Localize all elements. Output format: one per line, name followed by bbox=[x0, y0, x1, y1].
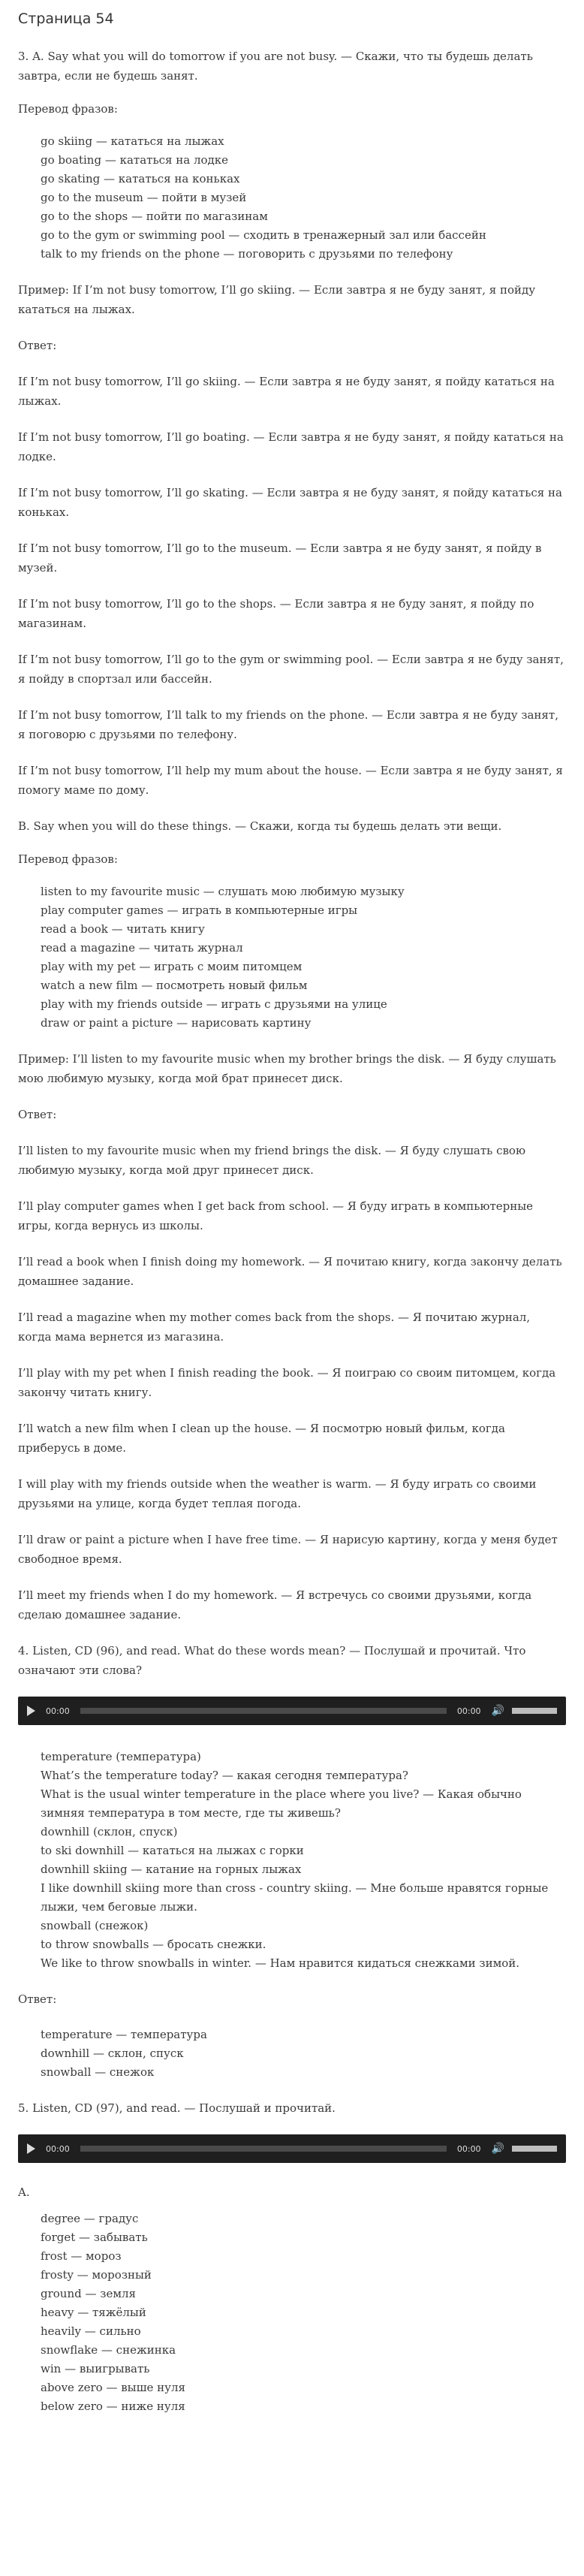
ex3-example: Пример: If I’m not busy tomorrow, I’ll go skiing. — Если завтра я не буду занят, я пойду кататься на лыжах. bbox=[18, 283, 536, 316]
list-item: snowball (снежок) bbox=[41, 1919, 149, 1932]
ex5-task: 5. Listen, CD (97), and read. — Послушай и прочитай. bbox=[18, 2101, 336, 2115]
list-item: temperature (температура) bbox=[41, 1750, 201, 1763]
list-item: What’s the temperature today? — какая сегодня температура? bbox=[41, 1769, 408, 1782]
progress-track[interactable] bbox=[80, 2146, 447, 2152]
list-item: play computer games — играть в компьютерные игры bbox=[41, 903, 358, 917]
volume-icon[interactable]: 🔊 bbox=[491, 2143, 504, 2155]
list-item: go boating — кататься на лодке bbox=[41, 153, 229, 167]
list-item: downhill — склон, спуск bbox=[41, 2047, 184, 2060]
list-item: listen to my favourite music — слушать мою любимую музыку bbox=[41, 885, 405, 898]
answer-item: If I’m not busy tomorrow, I’ll talk to my friends on the phone. — Если завтра я не буду занят, я поговорю с друзьями по телефону. bbox=[18, 708, 558, 741]
ex3-words-label: Перевод фразов: bbox=[18, 102, 118, 116]
ex4-task: 4. Listen, CD (96), and read. What do these words mean? — Послушай и прочитай. Что означают эти слова? bbox=[18, 1644, 526, 1677]
list-item: I like downhill skiing more than cross - country skiing. — Мне больше нравятся горные лыжи, чем беговые лыжи. bbox=[41, 1881, 549, 1914]
list-item: to throw snowballs — бросать снежки. bbox=[41, 1938, 266, 1951]
ex3-answer-b-label: Ответ: bbox=[18, 1108, 57, 1121]
answer-item: I’ll read a magazine when my mother comes back from the shops. — Я почитаю журнал, когда мама вернется из магазина. bbox=[18, 1311, 531, 1344]
list-item: We like to throw snowballs in winter. — Нам нравится кидаться снежками зимой. bbox=[41, 1956, 520, 1970]
audio-player-ex5[interactable] bbox=[18, 2134, 566, 2163]
ex5-section: A. bbox=[18, 2185, 30, 2199]
volume-slider[interactable] bbox=[512, 1708, 557, 1714]
play-icon[interactable] bbox=[27, 1706, 35, 1716]
current-time: 00:00 bbox=[46, 2143, 70, 2154]
audio-player-ex4[interactable] bbox=[18, 1697, 566, 1725]
list-item: win — выигрывать bbox=[41, 2362, 150, 2375]
list-item: play with my friends outside — играть с друзьями на улице bbox=[41, 997, 387, 1011]
ex4-lines bbox=[41, 1748, 566, 1973]
answer-item: I’ll read a book when I finish doing my homework. — Я почитаю книгу, когда закончу делать домашнее задание. bbox=[18, 1255, 562, 1288]
ex3-task-a: 3. A. Say what you will do tomorrow if you are not busy. — Скажи, что ты будешь делать завтра, если не будешь занят. bbox=[18, 50, 533, 83]
list-item: read a magazine — читать журнал bbox=[41, 941, 243, 955]
list-item: talk to my friends on the phone — поговорить с друзьями по телефону bbox=[41, 247, 453, 261]
list-item: snowball — снежок bbox=[41, 2065, 155, 2079]
answer-item: I’ll draw or paint a picture when I have free time. — Я нарисую картину, когда у меня будет свободное время. bbox=[18, 1533, 558, 1566]
list-item: snowflake — снежинка bbox=[41, 2343, 176, 2357]
list-item: go skiing — кататься на лыжах bbox=[41, 134, 224, 148]
progress-track[interactable] bbox=[80, 1708, 447, 1714]
list-item: degree — градус bbox=[41, 2212, 139, 2225]
list-item: downhill (склон, спуск) bbox=[41, 1825, 178, 1838]
volume-icon[interactable]: 🔊 bbox=[491, 1705, 504, 1717]
list-item: draw or paint a picture — нарисовать картину bbox=[41, 1016, 312, 1030]
list-item: forget — забывать bbox=[41, 2231, 148, 2244]
list-item: above zero — выше нуля bbox=[41, 2381, 186, 2394]
ex3-words-b-list bbox=[41, 882, 566, 1033]
list-item: go skating — кататься на коньках bbox=[41, 172, 240, 186]
answer-item: If I’m not busy tomorrow, I’ll go to the museum. — Если завтра я не буду занят, я пойду в музей. bbox=[18, 541, 542, 575]
list-item: below zero — ниже нуля bbox=[41, 2400, 185, 2413]
answer-item: I will play with my friends outside when the weather is warm. — Я буду играть со своими друзьями на улице, когда будет теплая погода. bbox=[18, 1477, 537, 1510]
ex4-answers bbox=[41, 2026, 566, 2082]
list-item: What is the usual winter temperature in the place where you live? — Какая обычно зимняя температура в том месте, где ты живешь? bbox=[41, 1787, 522, 1820]
answer-item: I’ll listen to my favourite music when my friend brings the disk. — Я буду слушать свою любимую музыку, когда мой друг принесет диск. bbox=[18, 1144, 526, 1177]
duration: 00:00 bbox=[456, 2143, 481, 2154]
list-item: go to the museum — пойти в музей bbox=[41, 191, 247, 204]
page-title: Страница 54 bbox=[18, 11, 114, 27]
answer-item: If I’m not busy tomorrow, I’ll help my mum about the house. — Если завтра я не буду занят, я помогу маме по дому. bbox=[18, 764, 563, 797]
list-item: go to the shops — пойти по магазинам bbox=[41, 210, 268, 223]
ex3-example-b: Пример: I’ll listen to my favourite music when my brother brings the disk. — Я буду слушать мою любимую музыку, когда мой брат принесет диск. bbox=[18, 1052, 556, 1085]
list-item: heavy — тяжёлый bbox=[41, 2306, 146, 2319]
ex4-answer-label: Ответ: bbox=[18, 1992, 57, 2006]
answer-item: I’ll watch a new film when I clean up the house. — Я посмотрю новый фильм, когда приберусь в доме. bbox=[18, 1422, 505, 1455]
answer-item: I’ll meet my friends when I do my homework. — Я встречусь со своими друзьями, когда сделаю домашнее задание. bbox=[18, 1588, 532, 1621]
answer-item: If I’m not busy tomorrow, I’ll go skiing. — Если завтра я не буду занят, я пойду кататься на лыжах. bbox=[18, 375, 555, 408]
list-item: downhill skiing — катание на горных лыжах bbox=[41, 1863, 302, 1876]
answer-item: I’ll play with my pet when I finish reading the book. — Я поиграю со своим питомцем, когда закончу читать книгу. bbox=[18, 1366, 556, 1399]
duration: 00:00 bbox=[456, 1706, 481, 1716]
list-item: frosty — морозный bbox=[41, 2268, 152, 2282]
answer-item: If I’m not busy tomorrow, I’ll go to the shops. — Если завтра я не буду занят, я пойду по магазинам. bbox=[18, 597, 534, 630]
list-item: play with my pet — играть с моим питомцем bbox=[41, 960, 303, 973]
ex5-words bbox=[41, 2210, 566, 2416]
ex3-words-b-label: Перевод фразов: bbox=[18, 852, 118, 866]
list-item: ground — земля bbox=[41, 2287, 136, 2300]
ex3-words-list bbox=[41, 132, 566, 264]
answer-item: If I’m not busy tomorrow, I’ll go to the gym or swimming pool. — Если завтра я не буду занят, я пойду в спортзал или бассейн. bbox=[18, 653, 564, 686]
answer-item: If I’m not busy tomorrow, I’ll go skating. — Если завтра я не буду занят, я пойду кататься на коньках. bbox=[18, 486, 562, 519]
answer-item: If I’m not busy tomorrow, I’ll go boating. — Если завтра я не буду занят, я пойду кататься на лодке. bbox=[18, 430, 564, 463]
list-item: heavily — сильно bbox=[41, 2324, 141, 2338]
ex3-task-b: B. Say when you will do these things. — Скажи, когда ты будешь делать эти вещи. bbox=[18, 819, 502, 833]
list-item: to ski downhill — кататься на лыжах с горки bbox=[41, 1844, 304, 1857]
list-item: read a book — читать книгу bbox=[41, 922, 205, 936]
list-item: frost — мороз bbox=[41, 2249, 122, 2263]
answer-item: I’ll play computer games when I get back from school. — Я буду играть в компьютерные игры, когда вернусь из школы. bbox=[18, 1199, 534, 1232]
list-item: watch a new film — посмотреть новый фильм bbox=[41, 979, 308, 992]
current-time: 00:00 bbox=[46, 1706, 70, 1716]
volume-slider[interactable] bbox=[512, 2146, 557, 2152]
list-item: go to the gym or swimming pool — сходить в тренажерный зал или бассейн bbox=[41, 228, 486, 242]
list-item: temperature — температура bbox=[41, 2028, 207, 2041]
play-icon[interactable] bbox=[27, 2143, 35, 2154]
ex3-answer-label: Ответ: bbox=[18, 339, 57, 352]
